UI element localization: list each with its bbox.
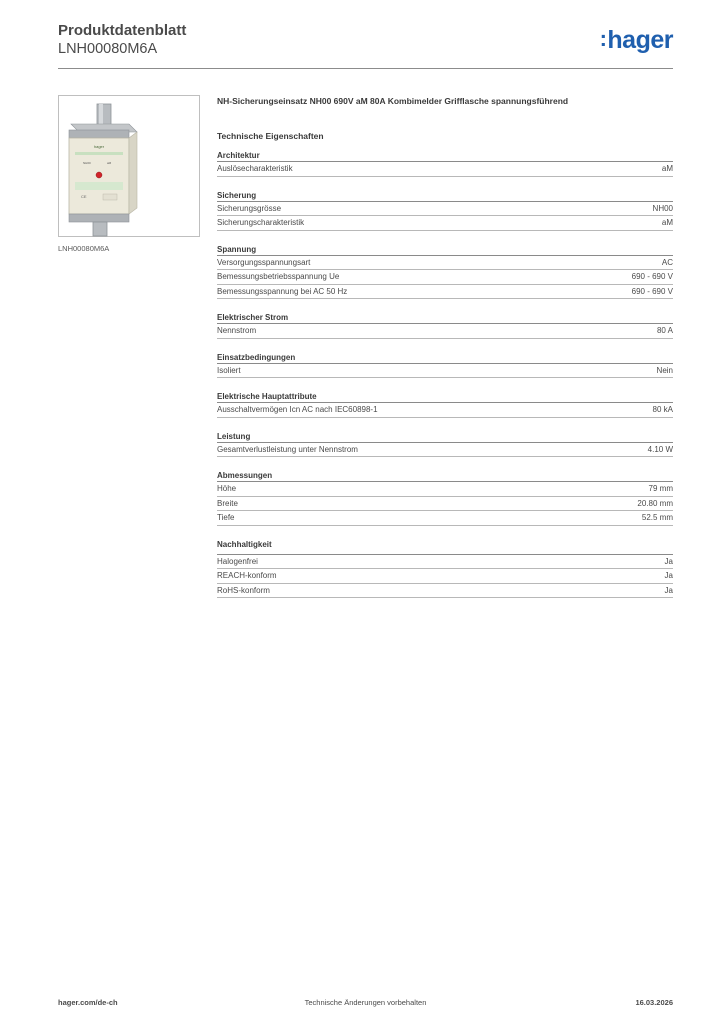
hager-logo	[600, 27, 673, 54]
property-label: RoHS-konform	[217, 585, 270, 595]
fuse-product-image	[59, 96, 201, 238]
property-section	[217, 150, 673, 177]
property-value: Ja	[664, 556, 673, 566]
section-title: Spannung	[217, 244, 673, 256]
property-label: Sicherungscharakteristik	[217, 218, 305, 227]
footer-website: hager.com/de-ch	[58, 998, 118, 1007]
property-value: 4.10 W	[647, 444, 673, 454]
property-section	[217, 352, 673, 379]
footer-notice: Technische Änderungen vorbehalten	[304, 998, 427, 1007]
section-title: Abmessungen	[217, 470, 673, 482]
property-label: Ausschaltvermögen Icn AC nach IEC60898-1	[217, 405, 378, 414]
property-value: 80 kA	[652, 405, 673, 414]
property-label: Bemessungsspannung bei AC 50 Hz	[217, 286, 348, 296]
property-row	[217, 364, 673, 379]
document-header	[58, 22, 673, 70]
property-label: Bemessungsbetriebsspannung Ue	[217, 272, 340, 281]
property-label: Auslösecharakteristik	[217, 164, 293, 173]
section-title: Nachhaltigkeit	[217, 539, 673, 555]
property-value: Ja	[664, 571, 673, 580]
property-section	[217, 312, 673, 339]
property-label: Gesamtverlustleistung unter Nennstrom	[217, 444, 358, 454]
property-value: Nein	[656, 365, 673, 375]
property-value: 690 - 690 V	[631, 272, 673, 281]
property-value: 690 - 690 V	[631, 286, 673, 296]
property-label: Sicherungsgrösse	[217, 203, 282, 213]
logo-dots-icon: :	[599, 26, 607, 51]
product-image	[58, 95, 200, 237]
property-row	[217, 270, 673, 285]
section-title: Einsatzbedingungen	[217, 352, 673, 364]
property-value: 52.5 mm	[641, 513, 673, 522]
document-footer	[58, 998, 673, 1010]
property-label: Nennstrom	[217, 326, 257, 335]
property-value: aM	[661, 218, 673, 227]
footer-date: 16.03.2026	[635, 998, 673, 1007]
product-code: LNH00080M6A	[58, 41, 158, 57]
property-value: 80 A	[656, 326, 673, 335]
product-content	[217, 95, 673, 598]
property-label: Breite	[217, 498, 238, 508]
property-value: AC	[661, 257, 673, 267]
property-row	[217, 202, 673, 217]
property-row	[217, 256, 673, 271]
property-label: Isoliert	[217, 365, 241, 375]
property-row	[217, 584, 673, 599]
section-title: Elektrischer Strom	[217, 312, 673, 324]
property-section	[217, 244, 673, 300]
svg-text:aM: aM	[107, 161, 112, 165]
properties-sections	[217, 150, 673, 598]
svg-text:CE: CE	[81, 194, 87, 199]
property-section	[217, 190, 673, 231]
property-section	[217, 539, 673, 599]
property-label: Höhe	[217, 484, 237, 493]
section-title: Sicherung	[217, 190, 673, 202]
property-value: NH00	[652, 203, 673, 213]
svg-text:hager: hager	[93, 144, 105, 149]
property-value: 20.80 mm	[637, 498, 673, 508]
product-description: NH-Sicherungseinsatz NH00 690V aM 80A Kombimelder Grifflasche spannungsführend	[217, 96, 569, 106]
technical-properties-title: Technische Eigenschaften	[217, 131, 324, 141]
property-label: Halogenfrei	[217, 556, 258, 566]
property-row	[217, 324, 673, 339]
property-row	[217, 555, 673, 570]
property-value: 79 mm	[648, 484, 673, 493]
image-caption: LNH00080M6A	[58, 244, 110, 253]
property-value: Ja	[664, 585, 673, 595]
svg-text:NH00: NH00	[83, 161, 91, 165]
property-label: Tiefe	[217, 513, 235, 522]
property-row	[217, 569, 673, 584]
header-divider	[58, 68, 673, 69]
logo-text: hager	[607, 26, 673, 54]
property-row	[217, 403, 673, 418]
property-row	[217, 285, 673, 300]
property-row	[217, 482, 673, 497]
property-label: Versorgungsspannungsart	[217, 257, 311, 267]
property-row	[217, 216, 673, 231]
property-row	[217, 511, 673, 526]
document-title: Produktdatenblatt	[58, 22, 187, 39]
section-title: Architektur	[217, 150, 673, 162]
section-title: Leistung	[217, 431, 673, 443]
property-section	[217, 431, 673, 458]
property-label: REACH-konform	[217, 571, 277, 580]
property-value: aM	[661, 164, 673, 173]
property-section	[217, 391, 673, 418]
property-row	[217, 497, 673, 512]
property-row	[217, 162, 673, 177]
property-row	[217, 443, 673, 458]
property-section	[217, 470, 673, 526]
section-title: Elektrische Hauptattribute	[217, 391, 673, 403]
